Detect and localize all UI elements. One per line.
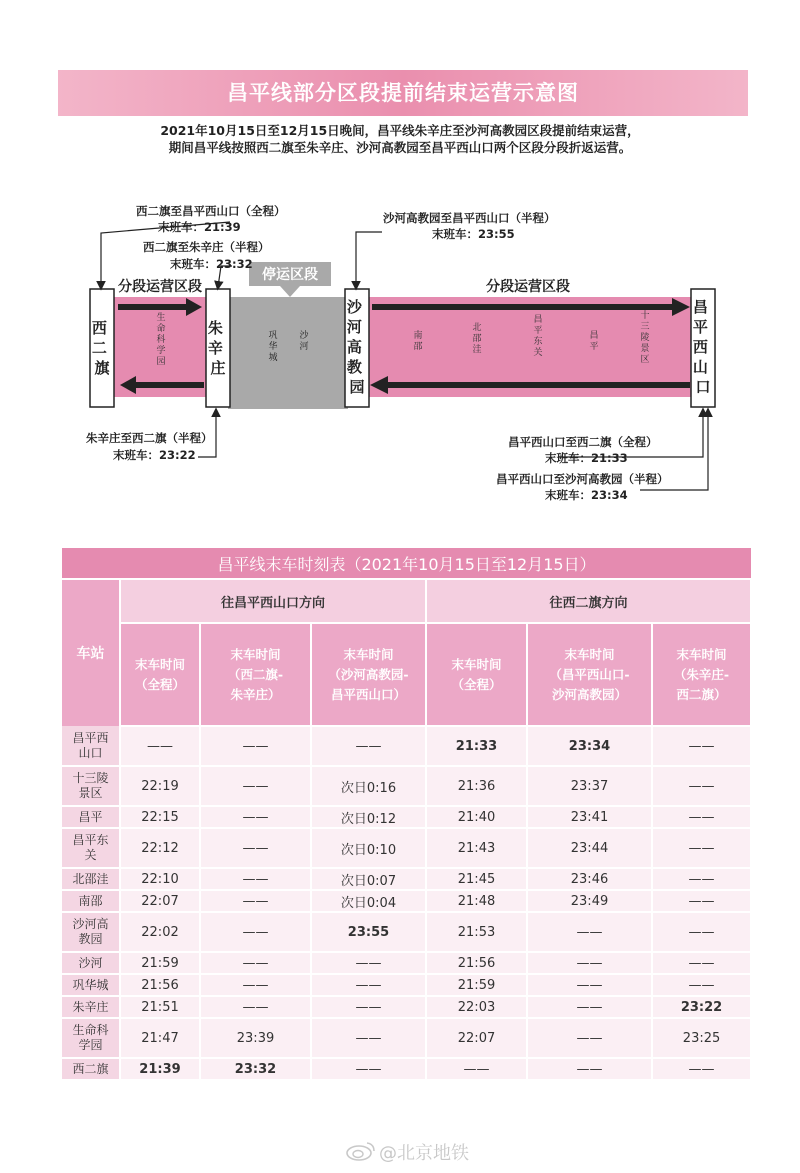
time-cell: 21:40 [426,806,527,828]
stop-label: 十三陵景区 [640,311,650,365]
terminal-cpxsk-ch4: 山 [692,358,708,376]
table-row [62,828,751,868]
time-cell: 23:46 [527,868,652,890]
stop-label: 南邵 [413,331,423,352]
time-cell: 23:49 [527,890,652,912]
time-cell: 22:12 [120,828,200,868]
time-cell: 23:44 [527,828,652,868]
time-cell: —— [426,1058,527,1080]
time-cell: 21:51 [120,996,200,1018]
table-row [62,868,751,890]
terminal-zhuxinzhuang-ch1: 朱 [207,319,223,337]
svg-text:昌 平 西 山 口 [693,298,713,396]
time-cell: 22:07 [120,890,200,912]
time-cell: —— [200,828,311,868]
time-cell: —— [652,1058,751,1080]
column-header: 末车时间 （昌平西山口- 沙河高教园） [527,623,652,726]
terminal-cpxsk-ch1: 昌 [692,298,708,316]
time-cell: 22:02 [120,912,200,952]
station-cell: 昌平西 山口 [62,726,120,766]
column-header: 末车时间 （朱辛庄- 西二旗） [652,623,751,726]
intro-line-1: 2021年10月15日至12月15日晚间，昌平线朱辛庄至沙河高教园区段提前结束运营， [160,123,640,138]
time-cell: —— [200,952,311,974]
intro-line-2: 期间昌平线按照西二旗至朱辛庄、沙河高教园至昌平西山口两个区段分段折返运营。 [168,140,632,155]
time-cell: —— [200,996,311,1018]
station-cell: 沙河 [62,952,120,974]
suspended-label-pointer [280,286,300,297]
time-cell: 22:10 [120,868,200,890]
column-header: 末车时间 （沙河高教园- 昌平西山口） [311,623,426,726]
time-cell: 23:55 [311,912,426,952]
table-row [62,1058,751,1080]
time-cell: 21:53 [426,912,527,952]
svg-text:沙 河 高 教 园 [347,298,367,396]
time-cell: —— [311,974,426,996]
direction-header-xierqi: 往西二旗方向 [426,579,751,623]
stop-label: 生命科学园 [156,313,166,367]
table-row [62,952,751,974]
time-cell: 22:19 [120,766,200,806]
time-cell: 21:56 [120,974,200,996]
time-cell: —— [200,974,311,996]
terminal-shgjy-ch4: 教 [346,358,362,376]
timetable [62,548,751,1081]
watermark-text: @北京地铁 [379,1143,469,1164]
time-cell: 21:59 [426,974,527,996]
station-header: 车站 [62,579,120,726]
time-cell: —— [311,996,426,1018]
time-cell: —— [200,912,311,952]
suspended-label: 停运区段 [262,267,318,283]
time-cell: —— [652,726,751,766]
time-cell: —— [527,1018,652,1058]
time-cell: —— [311,726,426,766]
direction-header-changping-xishankou: 往昌平西山口方向 [120,579,426,623]
time-cell: 次日0:12 [311,806,426,828]
time-cell: 22:03 [426,996,527,1018]
ann-zxz-xe-half: 朱辛庄至西二旗（半程） [86,431,213,445]
time-cell: —— [200,868,311,890]
ann-cpxsk-xe-full-time: 末班车：21:33 [545,451,628,465]
time-cell: —— [652,952,751,974]
column-header: 末车时间 （全程） [120,623,200,726]
table-row [62,890,751,912]
time-cell: 21:47 [120,1018,200,1058]
time-cell: —— [652,890,751,912]
station-cell: 昌平 [62,806,120,828]
page-title: 昌平线部分区段提前结束运营示意图 [58,70,748,116]
time-cell: 次日0:04 [311,890,426,912]
stop-label: 昌平东关 [533,315,543,358]
route-diagram [0,0,800,540]
table-row [62,766,751,806]
time-cell: 21:43 [426,828,527,868]
time-cell: 21:36 [426,766,527,806]
time-cell: —— [652,868,751,890]
time-cell: 21:33 [426,726,527,766]
terminal-zhuxinzhuang-ch3: 庄 [210,359,226,377]
ann-xe-zxz-half-time: 末班车：23:32 [170,257,253,271]
watermark [345,1137,505,1167]
terminal-shgjy-ch2: 河 [346,318,362,336]
time-cell: —— [200,726,311,766]
station-cell: 十三陵 景区 [62,766,120,806]
ann-xe-zxz-half: 西二旗至朱辛庄（半程） [143,240,270,254]
time-cell: 23:32 [200,1058,311,1080]
station-cell: 南邵 [62,890,120,912]
terminal-cpxsk-ch3: 西 [692,338,708,356]
stop-label: 沙河 [299,331,309,352]
ann-shgjy-cpxsk-half: 沙河高教园至昌平西山口（半程） [383,211,556,225]
terminal-cpxsk-ch5: 口 [695,378,711,396]
time-cell: —— [652,912,751,952]
time-cell: 22:07 [426,1018,527,1058]
ann-zxz-xe-half-time: 末班车：23:22 [113,448,196,462]
svg-text:朱 辛 庄 [208,319,228,377]
ann-xe-cpxsk-full-time: 末班车：21:39 [158,220,241,234]
time-cell: —— [311,952,426,974]
time-cell: —— [527,996,652,1018]
time-cell: —— [652,828,751,868]
station-cell: 沙河高 教园 [62,912,120,952]
time-cell: 次日0:10 [311,828,426,868]
time-cell: —— [200,890,311,912]
terminal-xierqi-ch1: 西 [91,319,107,337]
ann-cpxsk-shgjy-half: 昌平西山口至沙河高教园（半程） [496,472,669,486]
ann-cpxsk-shgjy-half-time: 末班车：23:34 [545,488,628,502]
time-cell: 23:25 [652,1018,751,1058]
time-cell: 23:41 [527,806,652,828]
svg-text:西 二 旗 [92,319,112,377]
time-cell: 23:34 [527,726,652,766]
timetable-title: 昌平线末车时刻表（2021年10月15日至12月15日） [62,548,751,579]
column-header: 末车时间 （全程） [426,623,527,726]
suspended-band [228,297,348,409]
time-cell: 21:39 [120,1058,200,1080]
station-cell: 北邵洼 [62,868,120,890]
terminal-xierqi-ch3: 旗 [94,359,110,377]
ann-cpxsk-xe-full: 昌平西山口至西二旗（全程） [508,435,658,449]
table-row [62,806,751,828]
station-cell: 朱辛庄 [62,996,120,1018]
time-cell: —— [200,806,311,828]
table-row [62,996,751,1018]
terminal-zhuxinzhuang-ch2: 辛 [207,339,223,357]
time-cell: 次日0:07 [311,868,426,890]
time-cell: —— [200,766,311,806]
terminal-shgjy-ch5: 园 [349,378,365,396]
time-cell: 23:37 [527,766,652,806]
table-row [62,1018,751,1058]
column-header: 末车时间 （西二旗- 朱辛庄） [200,623,311,726]
ann-shgjy-cpxsk-half-time: 末班车：23:55 [432,227,515,241]
time-cell: —— [652,766,751,806]
station-cell: 昌平东 关 [62,828,120,868]
time-cell: 21:48 [426,890,527,912]
time-cell: 21:59 [120,952,200,974]
time-cell: —— [527,1058,652,1080]
time-cell: —— [527,952,652,974]
stop-label: 昌平 [589,331,599,352]
time-cell: —— [527,974,652,996]
station-cell: 西二旗 [62,1058,120,1080]
time-cell: —— [652,806,751,828]
ann-xe-cpxsk-full: 西二旗至昌平西山口（全程） [136,204,286,218]
time-cell: —— [652,974,751,996]
time-cell: —— [527,912,652,952]
time-cell: 21:45 [426,868,527,890]
table-row [62,726,751,766]
table-row [62,974,751,996]
time-cell: 21:56 [426,952,527,974]
weibo-icon [345,1141,377,1161]
terminal-shgjy-ch3: 高 [346,338,362,356]
left-segment-label: 分段运营区段 [118,279,202,295]
right-segment-label: 分段运营区段 [486,279,570,295]
time-cell: —— [120,726,200,766]
time-cell: 23:39 [200,1018,311,1058]
time-cell: 次日0:16 [311,766,426,806]
station-cell: 生命科 学园 [62,1018,120,1058]
terminal-xierqi-ch2: 二 [91,339,107,357]
time-cell: 23:22 [652,996,751,1018]
station-cell: 巩华城 [62,974,120,996]
time-cell: —— [311,1018,426,1058]
stop-label: 北邵洼 [472,323,482,355]
table-row [62,912,751,952]
terminal-shgjy-ch1: 沙 [346,298,362,316]
time-cell: —— [311,1058,426,1080]
time-cell: 22:15 [120,806,200,828]
stop-label: 巩华城 [268,331,278,363]
terminal-cpxsk-ch2: 平 [692,318,708,336]
